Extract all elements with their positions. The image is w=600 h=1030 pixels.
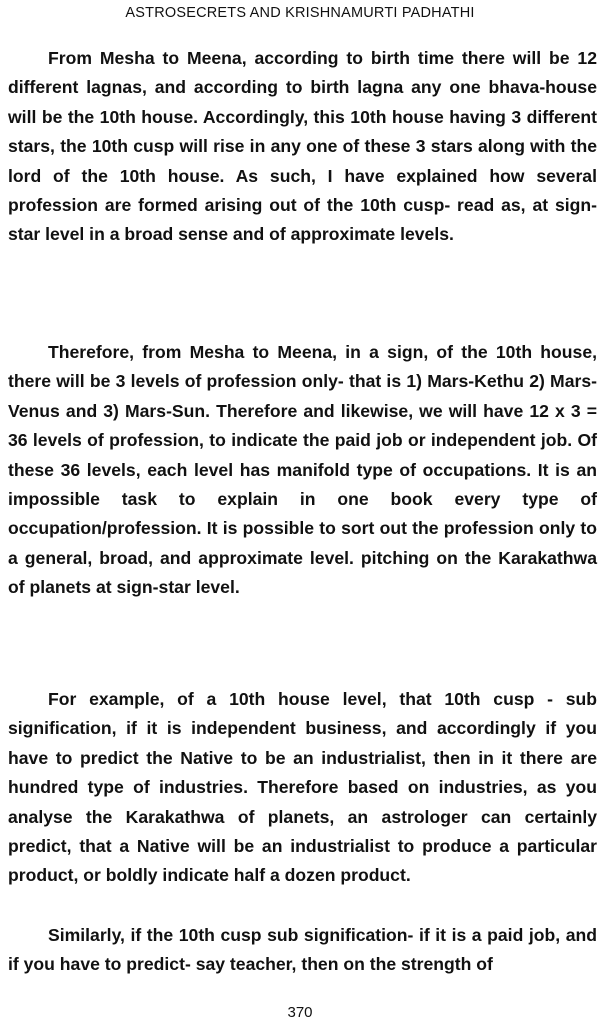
paragraph-2: Therefore, from Mesha to Meena, in a sign, of the 10th house, there will be 3 levels of profession only- that is 1) Mars-Kethu 2) Mars-Venus and 3) Mars-Sun. Therefore and likewise, we will have 12 x 3 = 36 levels of profession, to indicate the paid job or independent job. Of these 36 levels, each level has manifold type of occupations. It is an impossible task to explain in one book every type of occupation/profession. It is possible to sort out the profession only to a general, broad, and approximate level. pitching on the Karakathwa of planets at sign-star level.: [8, 342, 597, 598]
running-head: ASTROSECRETS AND KRISHNAMURTI PADHATHI: [125, 5, 475, 21]
paragraph-3: For example, of a 10th house level, that 10th cusp - sub signification, if it is independent business, and accordingly if you have to predict the Native to be an industrialist, then in it there are hundred type of industries. Therefore based on industries, as you analyse the Karakathwa of planets, an astrologer can certainly predict, that a Native will be an industrialist to produce a particular product, or boldly indicate half a dozen product.: [8, 689, 597, 886]
paragraph-4: Similarly, if the 10th cusp sub signification- if it is a paid job, and if you have to predict- say teacher, then on the strength of: [8, 925, 597, 975]
page-number: 370: [287, 1004, 313, 1021]
paragraph-1: From Mesha to Meena, according to birth time there will be 12 different lagnas, and according to birth lagna any one bhava-house will be the 10th house. Accordingly, this 10th house having 3 different stars, the 10th cusp will rise in any one of these 3 stars along with the lord of the 10th house. As such, I have explained how several profession are formed arising out of the 10th cusp- read as, at sign-star level in a broad sense and of approximate levels.: [8, 48, 597, 245]
